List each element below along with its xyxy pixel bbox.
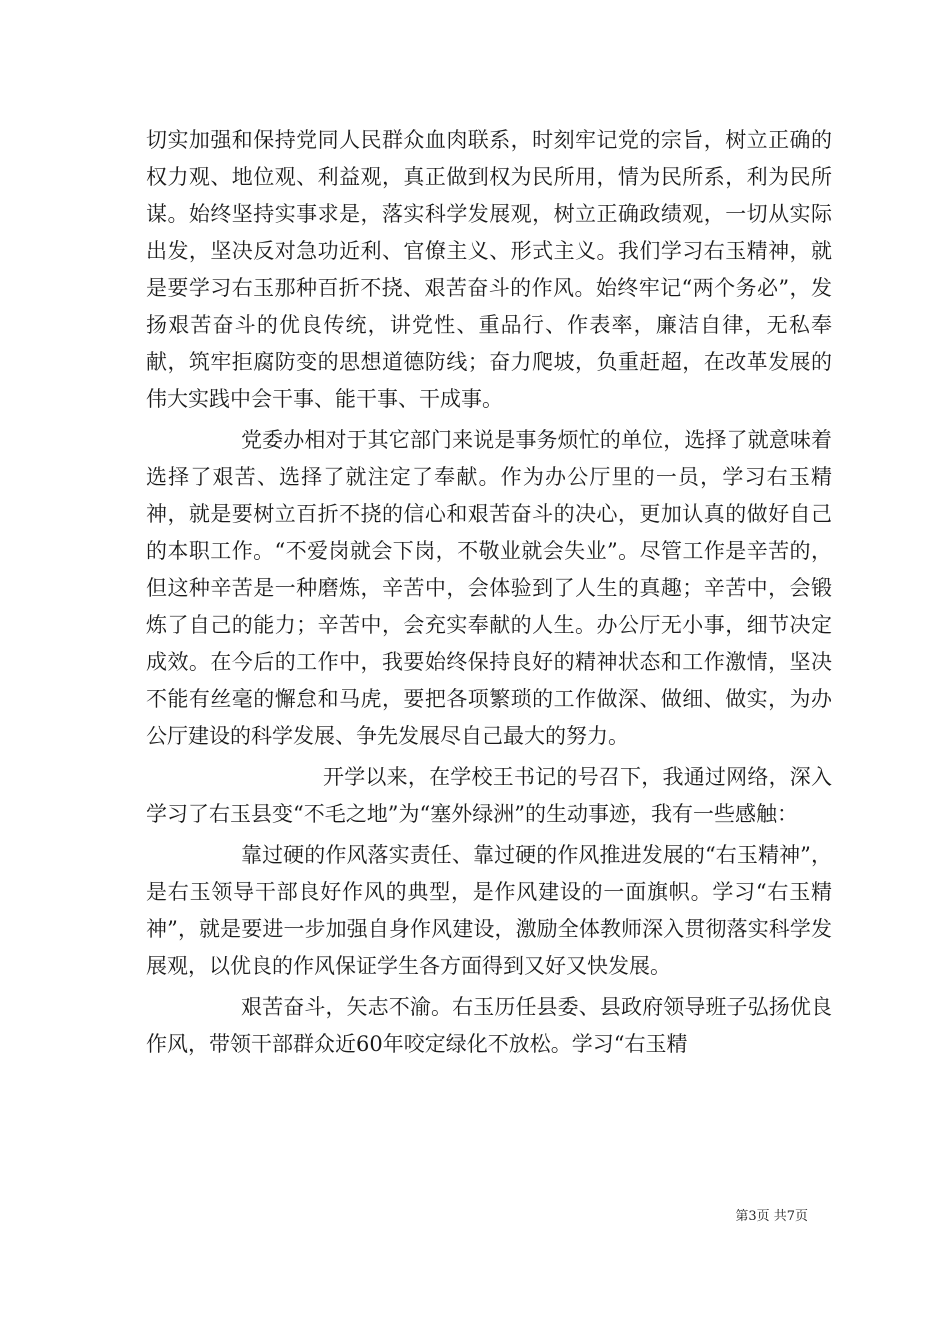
paragraph-1: 切实加强和保持党同人民群众血肉联系，时刻牢记党的宗旨，树立正确的权力观、地位观、利益观，真正做到权为民所用，情为民所系，利为民所谋。始终坚持实事求是，落实科学发展观，树立正确政绩观，一切从实际出发，坚决反对急功近利、官僚主义、形式主义。我们学习右玉精神，就是要学习右玉那种百折不挠、艰苦奋斗的作风。始终牢记“两个务必”，发扬艰苦奋斗的优良传统，讲党性、重品行、作表率，廉洁自律，无私奉献，筑牢拒腐防变的思想道德防线；奋力爬坡，负重赶超，在改革发展的伟大实践中会干事、能干事、干成事。	[146, 128, 832, 411]
paragraph-5: 艰苦奋斗，矢志不渝。右玉历任县委、县政府领导班子弘扬优良作风，带领干部群众近60年咬定绿化不放松。学习“右玉精	[146, 995, 832, 1056]
page-number-footer: 第3页 共7页	[735, 1209, 808, 1224]
paragraph-3: 开学以来，在学校王书记的号召下，我通过网络，深入学习了右玉县变“不毛之地”为“塞外绿洲”的生动事迹，我有一些感触：	[146, 765, 832, 826]
paragraph-4: 靠过硬的作风落实责任、靠过硬的作风推进发展的“右玉精神”，是右玉领导干部良好作风的典型，是作风建设的一面旗帜。学习“右玉精神”，就是要进一步加强自身作风建设，激励全体教师深入贯彻落实科学发展观，以优良的作风保证学生各方面得到又好又快发展。	[146, 843, 832, 978]
document-body	[146, 122, 832, 1063]
paragraph-2: 党委办相对于其它部门来说是事务烦忙的单位，选择了就意味着选择了艰苦、选择了就注定了奉献。作为办公厅里的一员，学习右玉精神，就是要树立百折不挠的信心和艰苦奋斗的决心，更加认真的做好自己的本职工作。“不爱岗就会下岗，不敬业就会失业”。尽管工作是辛苦的，但这种辛苦是一种磨炼，辛苦中，会体验到了人生的真趣；辛苦中，会锻炼了自己的能力；辛苦中，会充实奉献的人生。办公厅无小事，细节决定成效。在今后的工作中，我要始终保持良好的精神状态和工作激情，坚决不能有丝毫的懈怠和马虎，要把各项繁琐的工作做深、做细、做实，为办公厅建设的科学发展、争先发展尽自己最大的努力。	[146, 428, 832, 748]
